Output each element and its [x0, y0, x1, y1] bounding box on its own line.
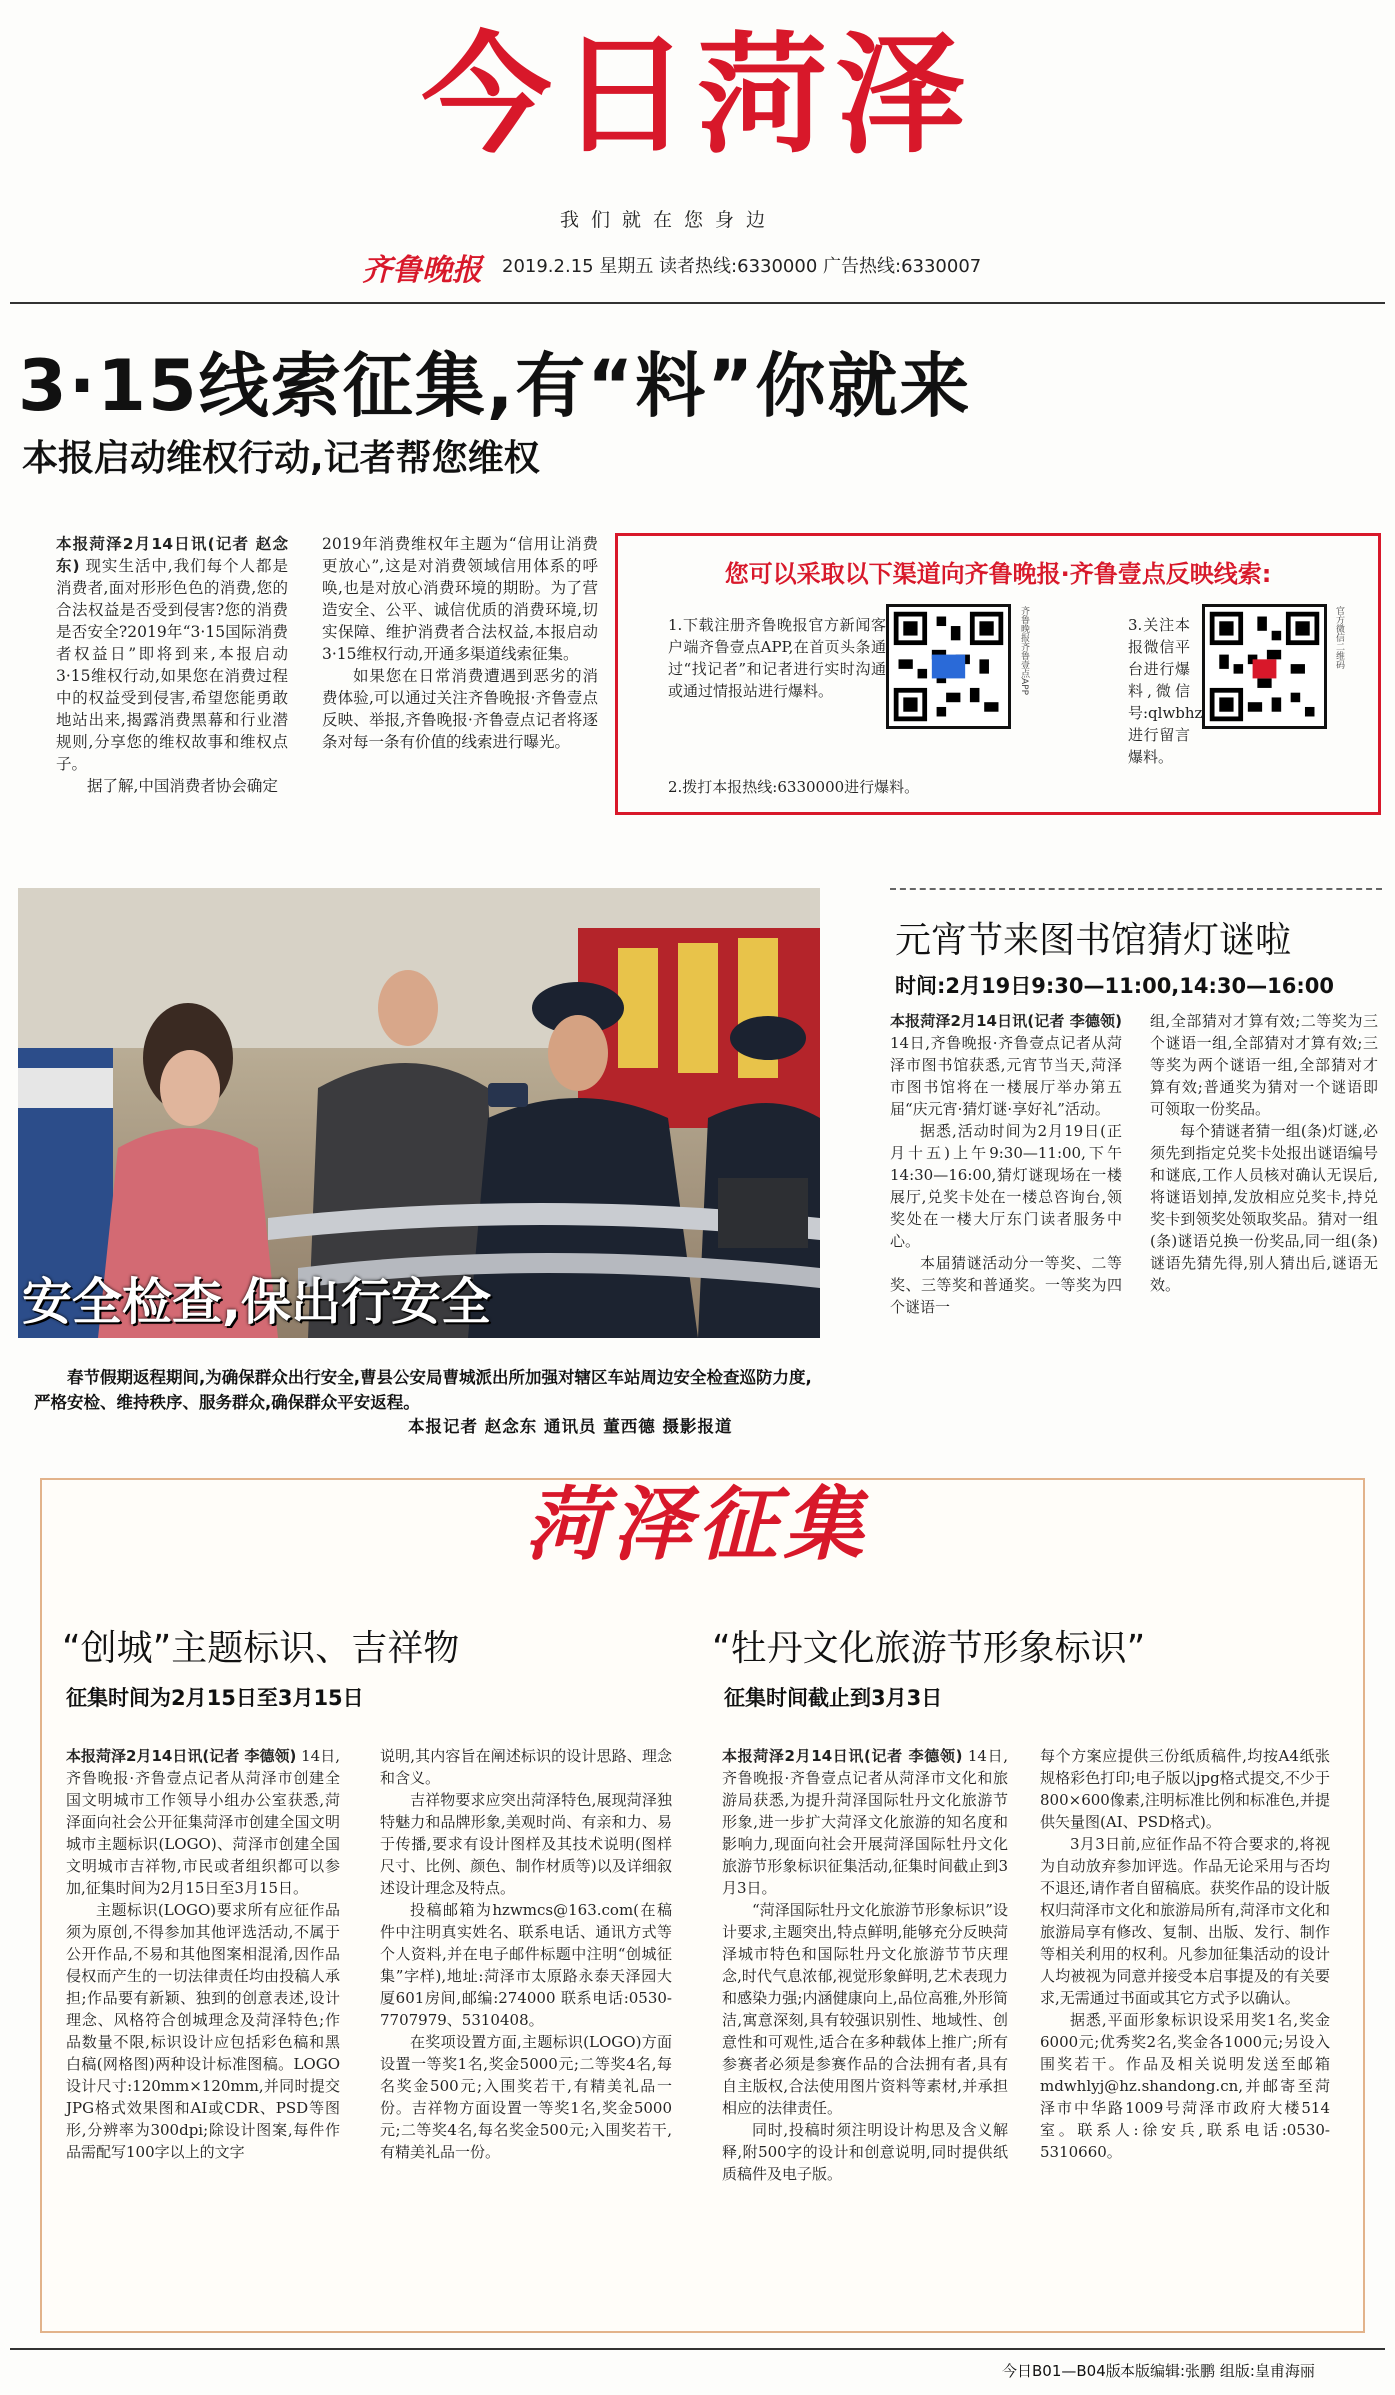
qr1-label: 齐鲁晚报齐鲁壹点APP: [1019, 606, 1029, 696]
lantern-story-time: 时间:2月19日9:30—11:00,14:30—16:00: [895, 974, 1334, 998]
channel-item-1: 1.下载注册齐鲁晚报官方新闻客户端齐鲁壹点APP,在首页头条通过“找记者”和记者进行实时沟通或通过情报站进行爆料。: [668, 616, 886, 700]
lantern-col2-text: 组,全部猜对才算有效;二等奖为三个谜语一组,全部猜对才算有效;三等奖为两个谜语一组,全部猜对才算有效;普通奖为猜对一个谜语即可领取一份奖品。: [1150, 1012, 1378, 1118]
channel-item-2: 2.拨打本报热线:6330000进行爆料。: [668, 778, 920, 796]
qr-code-icon: [1205, 607, 1324, 726]
lead-col1-text: 现实生活中,我们每个人都是消费者,面对形形色色的消费,您的合法权益是否受到侵害?您的消费是否安全?2019年“3·15国际消费者权益日”即将到来,本报启动3·15维权行动,如果您在消费过程中的权益受到侵害,希望您能勇敢地站出来,揭露消费黑幕和行业潜规则,分享您的维权故事和维权点子。: [56, 557, 288, 773]
masthead-title: 今日菏泽: [421, 19, 974, 171]
left-solicit-byline: 本报菏泽2月14日讯(记者 李德领): [66, 1747, 297, 1765]
top-rule: [10, 302, 1385, 304]
app-qr-code[interactable]: [886, 604, 1011, 729]
lantern-story-title: 元宵节来图书馆猜灯谜啦: [895, 920, 1292, 961]
right-solicit-col2-text: 每个方案应提供三份纸质稿件,均按A4纸张规格彩色打印;电子版以jpg格式提交,不少于800×600像素,注明标准比例和标准色,并提供矢量图(AI、PSD格式)。: [1040, 1747, 1330, 1831]
solicitation-banner: 菏泽征集: [525, 1477, 870, 1571]
lead-article-col2: [322, 533, 598, 753]
lead-byline: 本报菏泽2月14日讯(记者 赵念东): [56, 535, 288, 575]
lantern-col1-text: 14日,齐鲁晚报·齐鲁壹点记者从菏泽市图书馆获悉,元宵节当天,菏泽市图书馆将在一楼展厅举办第五届“庆元宵·猜灯谜·享好礼”活动。: [890, 1034, 1122, 1118]
photo-credit: 本报记者 赵念东 通讯员 董西德 摄影报道: [408, 1417, 733, 1436]
left-solicit-title: “创城”主题标识、吉祥物: [62, 1628, 460, 1669]
lantern-col2-text2: 每个猜谜者猜一组(条)灯谜,必须先到指定兑奖卡处报出谜语编号和谜底,工作人员核对确认无误后,将谜语划掉,发放相应兑奖卡,持兑奖卡到领奖处领取奖品。猜对一组(条)谜语兑换一份奖品,同一组(条)谜语先猜先得,别人猜出后,谜语无效。: [1150, 1122, 1378, 1294]
left-solicit-col2-text3: 投稿邮箱为hzwmcs@163.com(在稿件中注明真实姓名、联系电话、通讯方式等个人资料,并在电子邮件标题中注明“创城征集”字样),地址:菏泽市太原路永泰天泽园大厦601房间,邮编:274000 联系电话:0530-7707979、5310408。: [380, 1901, 672, 2029]
channel-item-3: 3.关注本报微信平台进行爆料,微信号:qlwbhz 进行留言爆料。: [1128, 616, 1203, 766]
right-solicit-col2: [1040, 1745, 1330, 2163]
masthead: [0, 0, 1395, 300]
lead-col2-text2: 如果您在日常消费遭遇到恶劣的消费体验,可以通过关注齐鲁晚报·齐鲁壹点反映、举报,齐鲁晚报·齐鲁壹点记者将逐条对每一条有价值的线索进行曝光。: [322, 667, 598, 751]
footer-pages: 今日B01—B04版: [1002, 2362, 1121, 2380]
masthead-slogan: 我们就在您身边: [560, 209, 778, 231]
left-solicit-col1-text: 14日,齐鲁晚报·齐鲁壹点记者从菏泽市创建全国文明城市工作领导小组办公室获悉,菏泽面向社会公开征集菏泽市创建全国文明城市主题标识(LOGO)、菏泽市创建全国文明城市吉祥物,市民或者组织都可以参加,征集时间为2月15日至3月15日。: [66, 1747, 340, 1897]
right-solicit-col1-text3: 同时,投稿时须注明设计构思及含义解释,附500字的设计和创意说明,同时提供纸质稿件及电子版。: [722, 2121, 1008, 2183]
right-solicit-byline: 本报菏泽2月14日讯(记者 李德领): [722, 1747, 963, 1765]
right-solicit-col2-text2: 3月3日前,应征作品不符合要求的,将视为自动放弃参加评选。作品无论采用与否均不退还,请作者自留稿底。获奖作品的设计版权归菏泽市文化和旅游局所有,菏泽市文化和旅游局享有修改、复制、出版、发行、制作等相关利用的权利。凡参加征集活动的设计人均被视为同意并接受本启事提及的有关要求,无需通过书面或其它方式予以确认。: [1040, 1835, 1330, 2007]
photo-overlay-title: 安全检查,保出行安全: [22, 1273, 491, 1331]
left-solicit-col2: [380, 1745, 672, 2163]
left-solicit-col2-text: 说明,其内容旨在阐述标识的设计思路、理念和含义。: [380, 1747, 672, 1787]
dateline: 2019.2.15 星期五 读者热线:6330000 广告热线:6330007: [502, 256, 982, 277]
footer-editors: 本版编辑:张鹏 组版:皇甫海丽: [1120, 2362, 1315, 2380]
left-solicit-col1: [66, 1745, 340, 2163]
lead-col1-text2: 据了解,中国消费者协会确定: [87, 777, 278, 795]
left-solicit-time: 征集时间为2月15日至3月15日: [66, 1686, 364, 1710]
lantern-col1: [890, 1010, 1122, 1318]
lead-col2-text: 2019年消费维权年主题为“信用让消费更放心”,这是对消费领域信用体系的呼唤,也是对放心消费环境的期盼。为了营造安全、公平、诚信优质的消费环境,切实保障、维护消费者合法权益,本报启动3·15维权行动,开通多渠道线索征集。: [322, 535, 598, 663]
right-solicit-time: 征集时间截止到3月3日: [724, 1686, 943, 1710]
lead-article-col1: [56, 533, 288, 797]
left-solicit-col2-text4: 在奖项设置方面,主题标识(LOGO)方面设置一等奖1名,奖金5000元;二等奖4名,每名奖金500元;入围奖若干,有精美礼品一份。吉祥物方面设置一等奖1名,奖金5000元;二等奖4名,每名奖金500元;入围奖若干,有精美礼品一份。: [380, 2033, 672, 2161]
wechat-qr-code[interactable]: [1202, 604, 1327, 729]
qr-code-icon: [889, 607, 1008, 726]
left-solicit-col2-text2: 吉祥物要求应突出菏泽特色,展现菏泽独特魅力和品牌形象,美观时尚、有亲和力、易于传播,要求有设计图样及其技术说明(图样尺寸、比例、颜色、制作材质等)以及详细叙述设计理念及特点。: [380, 1791, 672, 1897]
lantern-col1-text2: 据悉,活动时间为2月19日(正月十五)上午9:30—11:00,下午14:30—16:00,猜灯谜现场在一楼展厅,兑奖卡处在一楼总咨询台,领奖处在一楼大厅东门读者服务中心。: [890, 1122, 1122, 1250]
left-solicit-col1-text2: 主题标识(LOGO)要求所有应征作品须为原创,不得参加其他评选活动,不属于公开作品,不易和其他图案相混淆,因作品侵权而产生的一切法律责任均由投稿人承担;作品要有新颖、独到的创意表述,设计理念、风格符合创城理念及菏泽特色;作品数量不限,标识设计应包括彩色稿和黑白稿(网格图)两种设计标准图稿。LOGO设计尺寸:120mm×120mm,并同时提交JPG格式效果图和AI或CDR、PSD等图形,分辨率为300dpi;除设计图案,每件作品需配写100字以上的文字: [66, 1901, 340, 2161]
right-solicit-col1-text2: “菏泽国际牡丹文化旅游节形象标识”设计要求,主题突出,特点鲜明,能够充分反映菏泽城市特色和国际牡丹文化旅游节节庆理念,时代气息浓郁,视觉形象鲜明,艺术表现力和感染力强;内涵健康向上,品位高雅,外形简洁,寓意深刻,具有较强识别性、地域性、创意性和可观性,适合在多种载体上推广;所有参赛者必须是参赛作品的合法拥有者,具有自主版权,合法使用图片资料等素材,并承担相应的法律责任。: [722, 1901, 1008, 2117]
lantern-col2: [1150, 1010, 1378, 1296]
right-solicit-col1-text: 14日,齐鲁晚报·齐鲁壹点记者从菏泽市文化和旅游局获悉,为提升菏泽国际牡丹文化旅游节形象,进一步扩大菏泽文化旅游的知名度和影响力,现面向社会开展菏泽国际牡丹文化旅游节形象标识征集活动,征集时间截止到3月3日。: [722, 1747, 1008, 1897]
photo-caption: 春节假期返程期间,为确保群众出行安全,曹县公安局曹城派出所加强对辖区车站周边安全检查巡防力度,严格安检、维持秩序、服务群众,确保群众平安返程。: [34, 1368, 812, 1412]
lantern-byline: 本报菏泽2月14日讯(记者 李德领): [890, 1012, 1122, 1030]
right-solicit-col2-text3: 据悉,平面形象标识设采用奖1名,奖金6000元;优秀奖2名,奖金各1000元;另设入围奖若干。作品及相关说明发送至邮箱mdwhlyj@hz.shandong.cn,并邮寄至菏泽市中华路1009号菏泽市政府大楼514室。联系人:徐安兵,联系电话:0530-5310660。: [1040, 2011, 1330, 2161]
lantern-col1-text3: 本届猜谜活动分一等奖、二等奖、三等奖和普通奖。一等奖为四个谜语一: [890, 1254, 1122, 1316]
paper-logo: 齐鲁晚报: [362, 253, 482, 288]
section-divider: [890, 888, 1382, 890]
right-solicit-col1: [722, 1745, 1008, 2185]
right-solicit-title: “牡丹文化旅游节形象标识”: [712, 1628, 1146, 1669]
tip-channels-title: 您可以采取以下渠道向齐鲁晚报·齐鲁壹点反映线索:: [724, 560, 1272, 588]
qr2-label: 官方微信二维码: [1334, 606, 1344, 669]
main-subheadline: 本报启动维权行动,记者帮您维权: [22, 438, 540, 479]
footer-rule: [10, 2348, 1385, 2350]
tip-channels-box: [615, 533, 1381, 815]
main-headline: 3·15线索征集,有“料”你就来: [18, 345, 972, 427]
